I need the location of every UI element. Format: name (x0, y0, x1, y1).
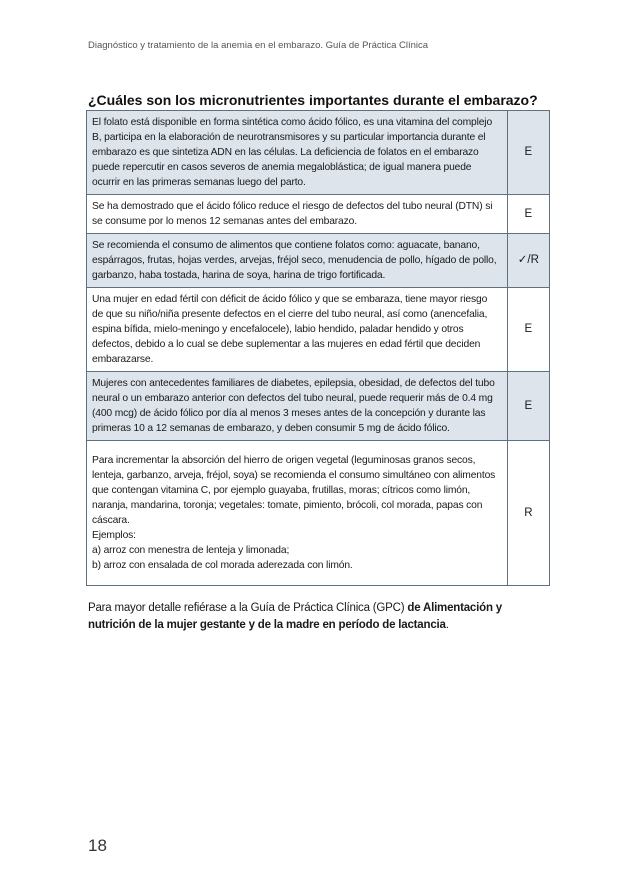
text-line: puede repercutir en casos severos de anemia megaloblástica; de igual manera puede (92, 162, 472, 173)
table-row (87, 111, 550, 195)
table-row (87, 441, 550, 586)
text-line: espina bífida, mielo-meningo y encefalocele), labio hendido, paladar hendido y otros (92, 324, 464, 335)
row-text (87, 195, 508, 234)
recommendation-level: R (507, 441, 549, 586)
text-line: de que su niño/niña presente defectos en el cierre del tubo neural, así como (anencefalia, (92, 309, 488, 320)
evidence-level: E (507, 288, 549, 372)
table-row (87, 234, 550, 288)
running-header: Diagnóstico y tratamiento de la anemia en el embarazo. Guía de Práctica Clínica (88, 40, 429, 51)
evidence-level: E (507, 372, 549, 441)
text-line: Se recomienda el consumo de alimentos que contiene folatos como: aguacate, banano, (92, 240, 480, 251)
section-title: ¿Cuáles son los micronutrientes importantes durante el embarazo? (88, 92, 538, 108)
text-line: Ejemplos: (92, 530, 136, 541)
text-line: neural o un embarazo anterior con defectos del tubo neural, puede requerir más de 0.4 mg (92, 393, 493, 404)
evidence-level: E (507, 111, 549, 195)
text-line: b) arroz con ensalada de col morada aderezada con limón. (92, 560, 353, 571)
text-line: embarazo es que sintetiza ADN en las células. La deficiencia de folatos en el embarazo (92, 147, 479, 158)
text-line: se consume por lo menos 12 semanas antes del embarazo. (92, 216, 357, 227)
text-line: Se ha demostrado que el ácido fólico reduce el riesgo de defectos del tubo neural (DTN) si (92, 201, 493, 212)
row-text (87, 288, 508, 372)
table-row (87, 288, 550, 372)
row-text (87, 234, 508, 288)
text-line: ocurrir en las primeras semanas luego del parto. (92, 177, 306, 188)
table-row (87, 195, 550, 234)
note-prefix: Para mayor detalle refiérase a la Guía de Práctica Clínica (GPC) (88, 602, 408, 614)
recommendation-level: ✓/R (507, 234, 549, 288)
text-line: primeras 10 a 12 semanas de embarazo, y deben consumir 5 mg de ácido fólico. (92, 423, 450, 434)
note-guide-title: de Alimentación y nutrición de la mujer gestante y de la madre en período de lactancia (88, 602, 502, 631)
row-text (87, 441, 508, 586)
reference-note (88, 600, 552, 634)
text-line: B, participa en la elaboración de neurotransmisores y su particular importancia durante el (92, 132, 486, 143)
text-line: a) arroz con menestra de lenteja y limonada; (92, 545, 290, 556)
table-row (87, 372, 550, 441)
text-line: El folato está disponible en forma sintética como ácido fólico, es una vitamina del complejo (92, 117, 493, 128)
text-line: cáscara. (92, 515, 130, 526)
text-line: defectos, debido a lo cual se debe suplementar a las mujeres en edad fértil que deciden (92, 339, 481, 350)
text-line: naranja, mandarina, toronja; vegetales: tomate, pimiento, brócoli, col morada, papas con (92, 500, 483, 511)
row-text (87, 111, 508, 195)
evidence-table (86, 110, 550, 586)
text-line: espárragos, frutas, hojas verdes, arvejas, fréjol seco, menudencia de pollo, hígado de pollo, (92, 255, 497, 266)
text-line: Para incrementar la absorción del hierro de origen vegetal (leguminosas granos secos, (92, 455, 476, 466)
text-line: Una mujer en edad fértil con déficit de ácido fólico y que se embaraza, tiene mayor riesgo (92, 294, 488, 305)
text-line: (400 mcg) de ácido fólico por día al menos 3 meses antes de la concepción y durante las (92, 408, 486, 419)
evidence-level: E (507, 195, 549, 234)
text-line: lenteja, garbanzo, arveja, fréjol, soya) se recomienda el consumo simultáneo con alimentos (92, 470, 496, 481)
page-number: 18 (88, 836, 107, 855)
text-line: que contengan vitamina C, por ejemplo guayaba, frutillas, moras; cítricos como limón, (92, 485, 471, 496)
text-line: Mujeres con antecedentes familiares de diabetes, epilepsia, obesidad, de defectos del tubo (92, 378, 495, 389)
text-line: garbanzo, haba tostada, harina de soya, harina de trigo fortificada. (92, 270, 386, 281)
note-suffix: . (445, 619, 449, 631)
row-text (87, 372, 508, 441)
text-line: embarazarse. (92, 354, 154, 365)
